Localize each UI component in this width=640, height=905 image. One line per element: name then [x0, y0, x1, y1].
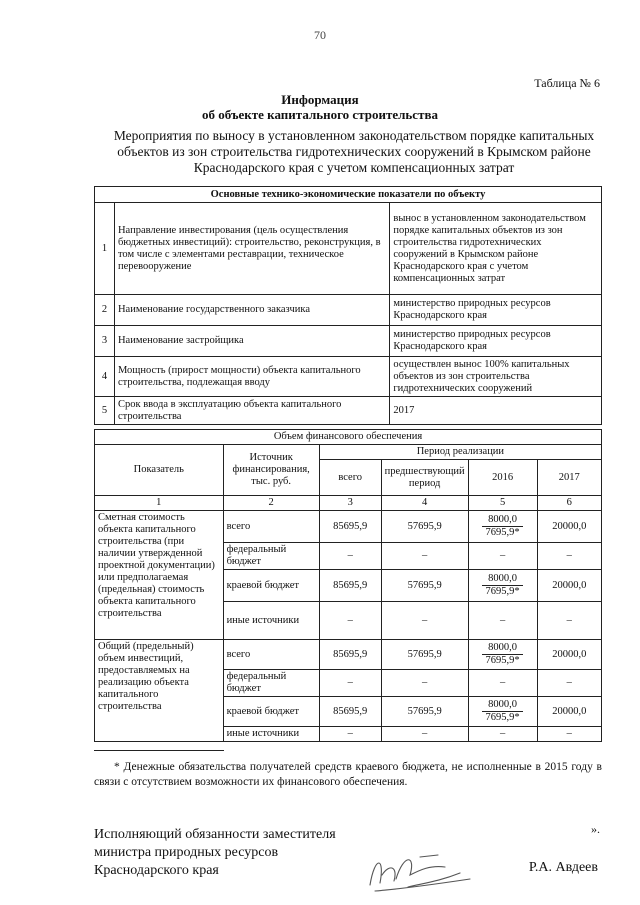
- value-2016: –: [468, 543, 537, 570]
- col-2016: 2016: [468, 460, 537, 496]
- value-total: 85695,9: [319, 570, 381, 602]
- value-2016: 8000,0: [482, 699, 523, 712]
- indicator-name: Направление инвестирования (цель осуществления бюджетных инвестиций): строительство, реконструкция, в том числе с элементами реставрации, техническое перевооружение: [114, 203, 389, 295]
- col-total: всего: [319, 460, 381, 496]
- value-2017: –: [537, 727, 602, 742]
- group-label: Сметная стоимость объекта капитального строительства (при наличии утвержденной проектной документации) или предполагаемая (предельная) стоимость объекта капитального строительства: [95, 511, 224, 640]
- value-prev: 57695,9: [381, 640, 468, 670]
- indicator-value: вынос в установленном законодательством порядке капитальных объектов из зон строительства гидротехнических сооружений в Крымском районе Краснодарского края с учетом компенсационных затрат: [390, 203, 602, 295]
- document-subtitle: об объекте капитального строительства: [202, 107, 438, 122]
- value-prev: 57695,9: [381, 697, 468, 727]
- value-prev: –: [381, 602, 468, 640]
- value-2016: 8000,0: [482, 514, 523, 527]
- project-subject: Мероприятия по выносу в установленном законодательством порядке капитальных объектов из зон строительства гидротехнических сооружений в Крымском районе Краснодарского края с учетом компенсационных затрат: [113, 128, 595, 175]
- footnote-divider: [94, 750, 224, 751]
- col-2017: 2017: [537, 460, 602, 496]
- handwritten-signature: [350, 845, 480, 900]
- value-2017: 20000,0: [537, 511, 602, 543]
- source-name: иные источники: [223, 602, 319, 640]
- value-2016: –: [468, 602, 537, 640]
- value-total: 85695,9: [319, 640, 381, 670]
- finance-table: [94, 429, 602, 742]
- indicator-value: министерство природных ресурсов Краснодарского края: [390, 295, 602, 326]
- value-prev: 57695,9: [381, 570, 468, 602]
- value-2016: –: [468, 670, 537, 697]
- document-title: Информация: [281, 92, 359, 107]
- indicator-name: Наименование застройщика: [114, 326, 389, 357]
- source-name: федеральный бюджет: [223, 543, 319, 570]
- row-number: 2: [95, 295, 115, 326]
- value-2017: 20000,0: [537, 570, 602, 602]
- indicator-value: осуществлен вынос 100% капитальных объектов из зон строительства гидротехнических сооружений: [390, 357, 602, 397]
- source-name: федеральный бюджет: [223, 670, 319, 697]
- indicators-header: Основные технико-экономические показатели по объекту: [95, 187, 602, 203]
- value-2016-unpaid: 7695,9*: [485, 586, 520, 597]
- col-period: Период реализации: [319, 445, 601, 460]
- table-number: Таблица № 6: [534, 76, 600, 90]
- value-prev: –: [381, 543, 468, 570]
- source-name: краевой бюджет: [223, 697, 319, 727]
- signatory-title-line: Исполняющий обязанности заместителя: [94, 827, 336, 842]
- group-label: Общий (предельный) объем инвестиций, предоставляемых на реализацию объекта капитального строительства: [95, 640, 224, 742]
- col-number: 5: [468, 496, 537, 511]
- indicator-value: 2017: [390, 397, 602, 425]
- signatory-title-line: Краснодарского края: [94, 863, 219, 878]
- col-number: 6: [537, 496, 602, 511]
- signatory-title: [94, 826, 336, 880]
- indicator-value: министерство природных ресурсов Краснодарского края: [390, 326, 602, 357]
- value-total: 85695,9: [319, 511, 381, 543]
- value-total: –: [319, 602, 381, 640]
- value-2017: –: [537, 543, 602, 570]
- value-prev: –: [381, 670, 468, 697]
- indicator-name: Срок ввода в эксплуатацию объекта капитального строительства: [114, 397, 389, 425]
- signatory-title-line: министра природных ресурсов: [94, 845, 279, 860]
- row-number: 4: [95, 357, 115, 397]
- row-number: 1: [95, 203, 115, 295]
- value-total: 85695,9: [319, 697, 381, 727]
- finance-header: Объем финансового обеспечения: [95, 430, 602, 445]
- value-total: –: [319, 727, 381, 742]
- col-prev: предшествующий период: [381, 460, 468, 496]
- footnote: * Денежные обязательства получателей средств краевого бюджета, не исполненные в 2015 году в связи с отсутствием возможности их финансового обеспечения.: [94, 761, 602, 788]
- closing-mark: ».: [591, 822, 600, 836]
- value-2016-unpaid: 7695,9*: [485, 655, 520, 666]
- col-indicator: Показатель: [95, 445, 224, 496]
- signatory-name: Р.А. Авдеев: [528, 860, 598, 875]
- indicators-table: [94, 186, 602, 425]
- indicator-name: Мощность (прирост мощности) объекта капитального строительства, подлежащая вводу: [114, 357, 389, 397]
- col-number: 4: [381, 496, 468, 511]
- value-2016-unpaid: 7695,9*: [485, 712, 520, 723]
- value-2016: –: [468, 727, 537, 742]
- col-number: 2: [223, 496, 319, 511]
- value-2017: 20000,0: [537, 697, 602, 727]
- value-2017: –: [537, 602, 602, 640]
- value-2016: 8000,0: [482, 642, 523, 655]
- value-total: –: [319, 543, 381, 570]
- value-prev: 57695,9: [381, 511, 468, 543]
- col-source: Источник финансирования, тыс. руб.: [223, 445, 319, 496]
- value-2016: 8000,0: [482, 573, 523, 586]
- col-number: 3: [319, 496, 381, 511]
- source-name: иные источники: [223, 727, 319, 742]
- value-2016-unpaid: 7695,9*: [485, 527, 520, 538]
- value-total: –: [319, 670, 381, 697]
- source-name: всего: [223, 640, 319, 670]
- row-number: 5: [95, 397, 115, 425]
- page-number: 70: [314, 28, 326, 42]
- indicator-name: Наименование государственного заказчика: [114, 295, 389, 326]
- value-2017: –: [537, 670, 602, 697]
- source-name: всего: [223, 511, 319, 543]
- col-number: 1: [95, 496, 224, 511]
- row-number: 3: [95, 326, 115, 357]
- value-2017: 20000,0: [537, 640, 602, 670]
- source-name: краевой бюджет: [223, 570, 319, 602]
- value-prev: –: [381, 727, 468, 742]
